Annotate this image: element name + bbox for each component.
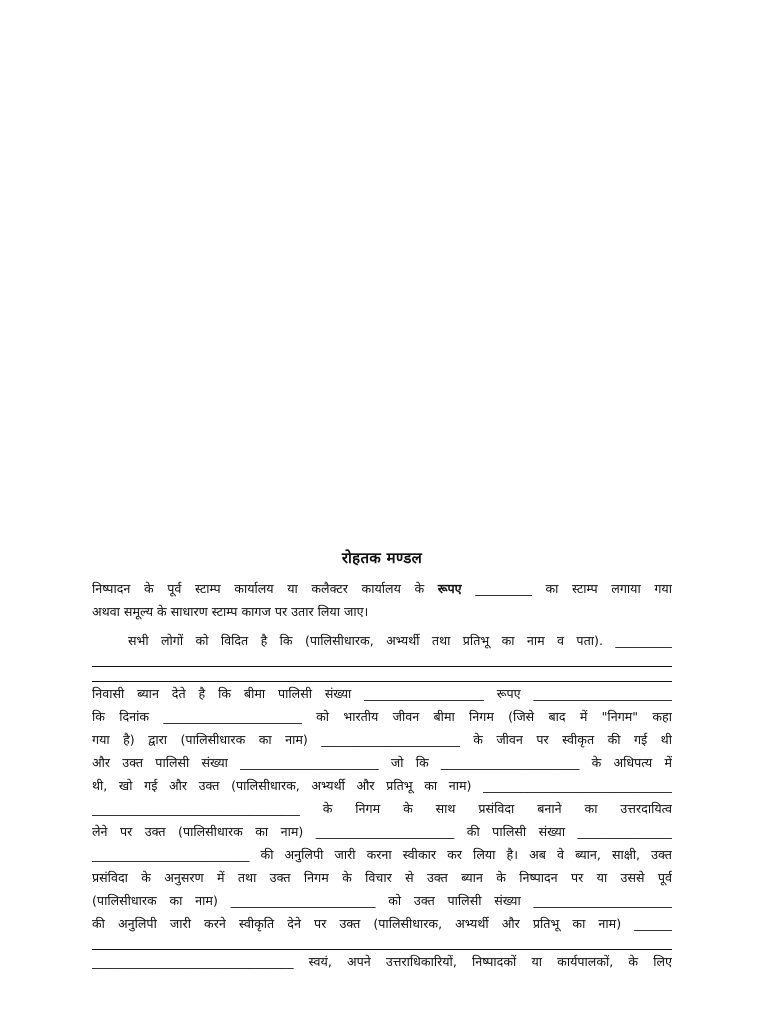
- paragraph-2-line-9: _________________________ की अनुलिपी जारी करना स्वीकार कर लिया है। अब वे ब्यान, साक्षी, उक्त: [92, 847, 672, 862]
- p1-bold-rupees: रूपए: [437, 581, 462, 596]
- paragraph-2-line-7: _________________________________ के निगम के साथ प्रसंविदा बनाने का उत्तरदायित्व: [92, 801, 672, 816]
- blank-rule-3: [92, 935, 672, 950]
- paragraph-2-line-5: और उक्त पालिसी संख्या ______________________ जो कि ______________________ के अधिपत्य में: [92, 755, 672, 770]
- paragraph-2-line-11: (पालिसीधारक का नाम) _______________________ को उक्त पालिसी संख्या ______________________: [92, 893, 672, 908]
- blank-rule-2: [92, 667, 672, 682]
- paragraph-2-line-6: थी, खो गई और उक्त (पालिसीधारक, अभ्यर्थी और प्रतिभू का नाम) ______________________________: [92, 778, 672, 793]
- paragraph-2-line-12: की अनुलिपी जारी करने स्वीकृति देने पर उक्त (पालिसीधारक, अभ्यर्थी और प्रतिभू का नाम) ______: [92, 916, 672, 931]
- p1-text: निष्पादन के पूर्व स्टाम्प कार्यालय या कलैक्टर कार्यालय के: [92, 581, 438, 596]
- paragraph-1-line-2: अथवा समूल्य के साधारण स्टाम्प कागज पर उतार लिया जाए।: [92, 604, 369, 619]
- paragraph-2-line-3: कि दिनांक ______________________ को भारतीय जीवन बीमा निगम (जिसे बाद में "निगम" कहा: [92, 709, 672, 724]
- paragraph-2-line-8: लेने पर उक्त (पालिसीधारक का नाम) ______________________ की पालिसी संख्या _______________: [92, 824, 672, 839]
- paragraph-2-line-4: गया है) द्वारा (पालिसीधारक का नाम) ______________________ के जीवन पर स्वीकृत की गई थी: [92, 732, 672, 747]
- document-title: रोहतक मण्डल: [341, 549, 423, 567]
- paragraph-2-line-10: प्रसंविदा के अनुसरण में तथा उक्त निगम के विचार से उक्त ब्यान के निष्पादन पर या उससे पूर्व: [92, 870, 672, 885]
- paragraph-2-line-13: ________________________________ स्वयं, अपने उत्तराधिकारियों, निष्पादकों या कार्यपालकों, के लिए: [92, 954, 672, 969]
- paragraph-1-line-1: [92, 577, 672, 600]
- document-body: [92, 548, 672, 973]
- paragraph-2-line-1: सभी लोगों को विदित है कि (पालिसीधारक, अभ्यर्थी तथा प्रतिभू का नाम व पता). _________: [128, 633, 672, 648]
- blank-rule-1: [92, 652, 672, 667]
- p1-text-end: _________ का स्टाम्प लगाया गया: [461, 581, 672, 596]
- paragraph-2-line-2: निवासी ब्यान देते है कि बीमा पालिसी संख्या ___________________ रूपए ______________________: [92, 686, 672, 701]
